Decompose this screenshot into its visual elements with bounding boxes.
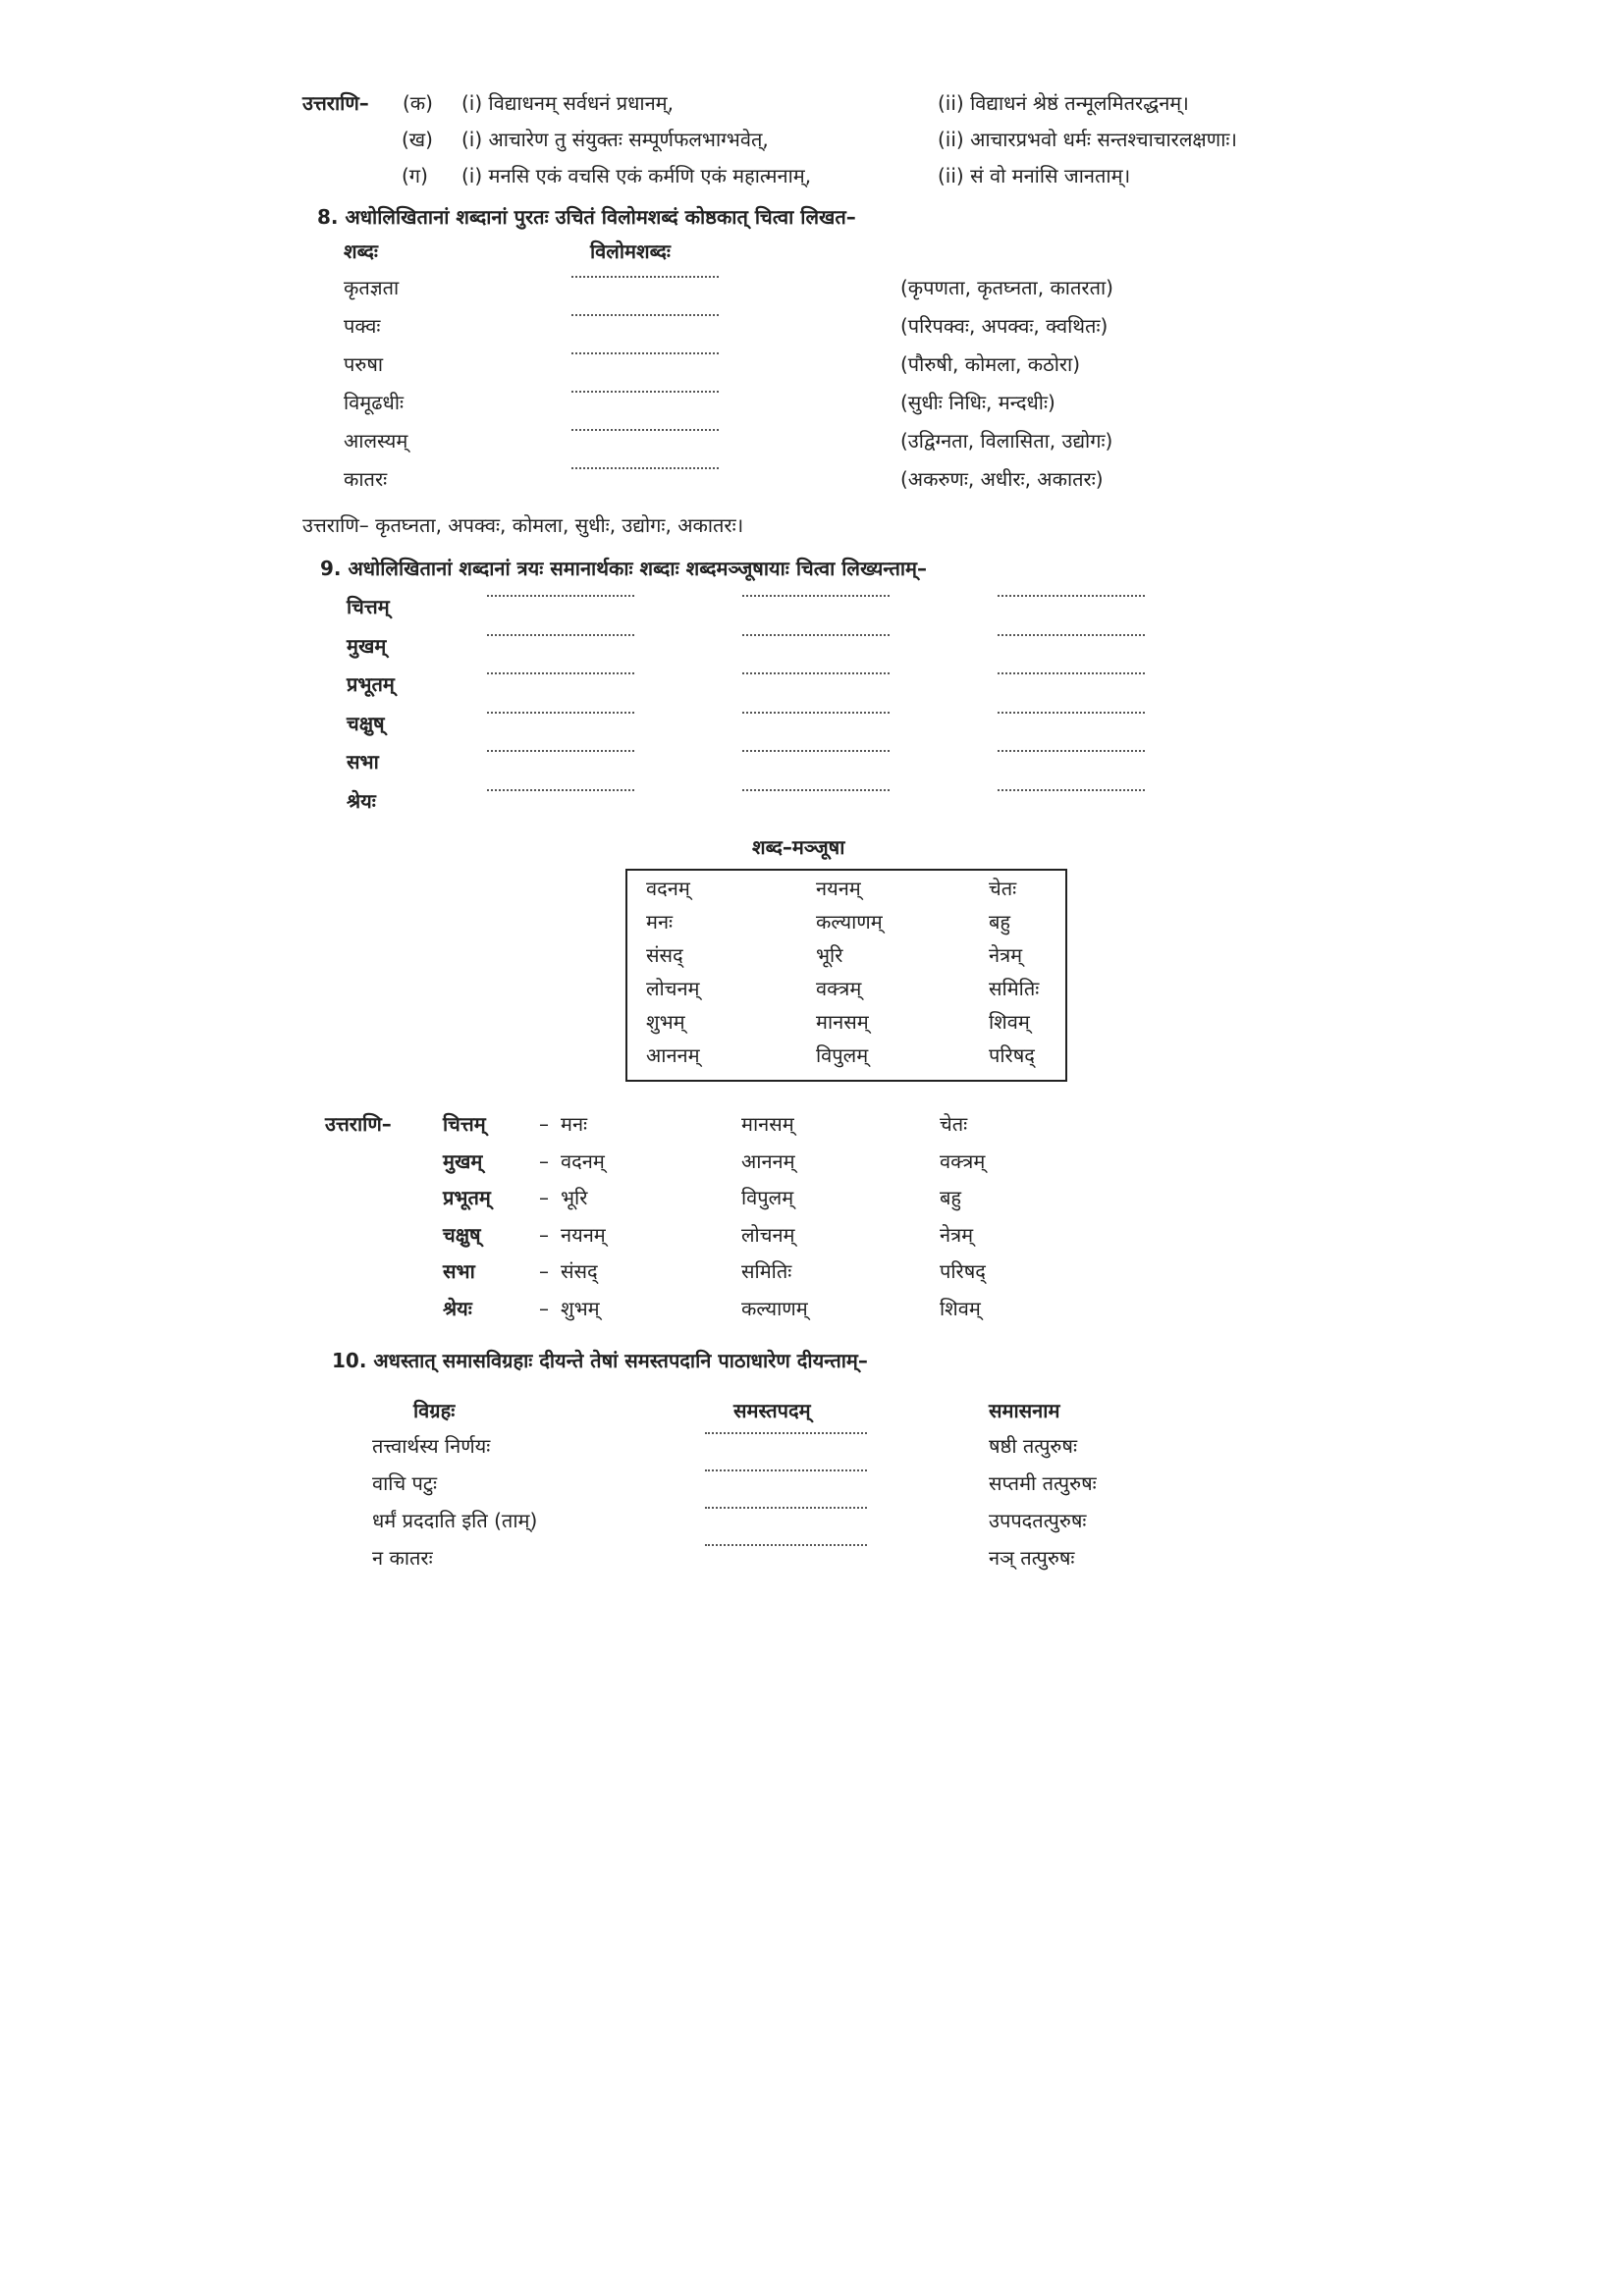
- q10-col-name: समासनाम: [989, 1399, 1060, 1422]
- q9-synonym: लोचनम्: [741, 1222, 795, 1247]
- q9-synonym: बहु: [940, 1186, 962, 1210]
- q10-vigraha: धर्मं प्रददाति इति (ताम्): [372, 1509, 538, 1532]
- q9-answer-blank[interactable]: [742, 595, 890, 597]
- dash: –: [539, 1112, 549, 1136]
- q10-answer-blank[interactable]: [705, 1469, 867, 1471]
- q9-word: प्रभूतम्: [347, 672, 395, 697]
- q8-options: (सुधीः निधिः, मन्दधीः): [900, 391, 1055, 414]
- q9-answer-word: प्रभूतम्: [443, 1186, 491, 1210]
- word-box-item: कल्याणम्: [816, 910, 883, 934]
- q8-col-antonym: विलोमशब्दः: [590, 240, 671, 263]
- q9-answer-blank[interactable]: [487, 634, 634, 636]
- answer-part-i: (i) मनसि एकं वचसि एकं कर्मणि एकं महात्मनाम्,: [461, 164, 812, 187]
- q9-answer-blank[interactable]: [998, 712, 1145, 714]
- q9-synonym: नयनम्: [561, 1222, 606, 1247]
- q9-synonym: कल्याणम्: [741, 1297, 808, 1320]
- word-box-item: शुभम्: [646, 1010, 685, 1034]
- q10-vigraha: तत्त्वार्थस्य निर्णयः: [372, 1434, 491, 1458]
- q9-answer-blank[interactable]: [487, 672, 634, 674]
- answer-part-ii: (ii) आचारप्रभवो धर्मः सन्तश्चाचारलक्षणाः।: [938, 128, 1238, 151]
- dash: –: [539, 1186, 549, 1210]
- q9-synonym: शिवम्: [940, 1297, 981, 1320]
- word-box-item: मानसम्: [816, 1010, 869, 1034]
- q8-options: (पौरुषी, कोमला, कठोरा): [900, 352, 1081, 376]
- q9-synonym: चेतः: [940, 1112, 968, 1136]
- q10-vigraha: न कातरः: [372, 1546, 433, 1570]
- q9-synonym: विपुलम्: [741, 1186, 794, 1210]
- q8-word: आलस्यम्: [344, 429, 408, 453]
- q8-options: (कृपणता, कृतघ्नता, कातरता): [900, 276, 1113, 299]
- q9-answer-blank[interactable]: [742, 789, 890, 791]
- answer-letter: (ग): [402, 164, 428, 187]
- q9-answer-blank[interactable]: [487, 750, 634, 752]
- q9-synonym: मानसम्: [741, 1112, 794, 1136]
- q8-question: 8. अधोलिखितानां शब्दानां पुरतः उचितं विलोमशब्दं कोष्ठकात् चित्वा लिखत–: [317, 205, 856, 229]
- answer-part-i: (i) विद्याधनम् सर्वधनं प्रधानम्,: [461, 91, 674, 115]
- q8-answer-blank[interactable]: [571, 314, 719, 316]
- q9-synonym: परिषद्: [940, 1259, 986, 1284]
- word-box-item: समितिः: [989, 977, 1040, 1000]
- q10-answer-blank[interactable]: [705, 1432, 867, 1434]
- q10-samasa-name: सप्तमी तत्पुरुषः: [989, 1471, 1097, 1495]
- q9-answer-blank[interactable]: [742, 634, 890, 636]
- dash: –: [539, 1259, 549, 1284]
- answer-letter: (क): [403, 91, 433, 115]
- q10-samasa-name: षष्ठी तत्पुरुषः: [989, 1434, 1077, 1458]
- q8-word: कातरः: [344, 467, 388, 491]
- word-box-item: चेतः: [989, 877, 1017, 900]
- word-box-item: आननम्: [646, 1043, 700, 1067]
- q9-answer-word: चक्षुष्: [443, 1222, 481, 1247]
- q8-answer-blank[interactable]: [571, 391, 719, 393]
- q9-word: चित्तम्: [347, 595, 390, 618]
- q8-options: (परिपक्वः, अपक्वः, क्वथितः): [900, 314, 1109, 338]
- q9-answer-label: उत्तराणि–: [325, 1112, 392, 1136]
- q9-answer-blank[interactable]: [487, 712, 634, 714]
- word-box-item: वदनम्: [646, 877, 690, 900]
- q9-synonym: शुभम्: [561, 1297, 600, 1320]
- word-box-item: विपुलम्: [816, 1043, 869, 1067]
- answer-part-ii: (ii) विद्याधनं श्रेष्ठं तन्मूलमितरद्धनम्।: [938, 91, 1189, 115]
- word-box-item: मनः: [646, 910, 674, 934]
- q9-answer-blank[interactable]: [998, 672, 1145, 674]
- word-box-item: भूरि: [816, 943, 843, 967]
- q10-answer-blank[interactable]: [705, 1507, 867, 1509]
- q9-synonym: मनः: [561, 1112, 588, 1136]
- q9-word: सभा: [347, 750, 379, 774]
- q9-answer-blank[interactable]: [742, 750, 890, 752]
- q9-synonym: आननम्: [741, 1148, 795, 1173]
- q9-answer-blank[interactable]: [487, 789, 634, 791]
- q9-answer-word: श्रेयः: [443, 1297, 472, 1320]
- q10-samasa-name: उपपदतत्पुरुषः: [989, 1509, 1087, 1532]
- q10-samasa-name: नञ् तत्पुरुषः: [989, 1546, 1075, 1570]
- answer-part-i: (i) आचारेण तु संयुक्तः सम्पूर्णफलभाग्भवेत्,: [461, 128, 769, 151]
- q8-answer-blank[interactable]: [571, 352, 719, 354]
- q9-answer-blank[interactable]: [998, 634, 1145, 636]
- word-box-item: संसद्: [646, 943, 683, 967]
- q8-col-word: शब्दः: [344, 240, 378, 263]
- word-box-item: वक्त्रम्: [816, 977, 862, 1000]
- q8-answer-blank[interactable]: [571, 467, 719, 469]
- q10-vigraha: वाचि पटुः: [372, 1471, 438, 1495]
- q8-word: कृतज्ञता: [344, 276, 400, 299]
- answer-letter: (ख): [402, 128, 433, 151]
- q8-options: (उद्विग्नता, विलासिता, उद्योगः): [900, 429, 1113, 453]
- q8-answer-blank[interactable]: [571, 276, 719, 278]
- q9-synonym: भूरि: [561, 1186, 588, 1210]
- dash: –: [539, 1297, 549, 1320]
- word-box-title: शब्द–मञ्जूषा: [752, 835, 845, 859]
- q8-word: पक्वः: [344, 314, 381, 338]
- q9-synonym: नेत्रम्: [940, 1222, 974, 1247]
- q10-col-vigraha: विग्रहः: [413, 1399, 456, 1422]
- dash: –: [539, 1148, 549, 1173]
- q8-word: विमूढधीः: [344, 391, 405, 414]
- q8-answer-blank[interactable]: [571, 429, 719, 431]
- q9-answer-blank[interactable]: [742, 672, 890, 674]
- q9-synonym: संसद्: [561, 1259, 598, 1284]
- word-box-item: परिषद्: [989, 1043, 1035, 1067]
- q8-word: परुषा: [344, 352, 384, 376]
- q9-answer-blank[interactable]: [487, 595, 634, 597]
- q9-answer-blank[interactable]: [742, 712, 890, 714]
- q9-question: 9. अधोलिखितानां शब्दानां त्रयः समानार्थकाः शब्दाः शब्दमञ्जूषायाः चित्वा लिख्यन्ताम्–: [320, 557, 927, 580]
- q9-answer-word: सभा: [443, 1259, 475, 1284]
- q9-answer-word: चित्तम्: [443, 1112, 486, 1136]
- word-box-item: बहु: [989, 910, 1011, 934]
- q10-col-samasta: समस्तपदम्: [733, 1399, 811, 1422]
- q9-synonym: समितिः: [741, 1259, 792, 1284]
- word-box-item: शिवम्: [989, 1010, 1030, 1034]
- q8-answer: उत्तराणि– कृतघ्नता, अपक्वः, कोमला, सुधीः, उद्योगः, अकातरः।: [302, 513, 744, 537]
- answer-part-ii: (ii) सं वो मनांसि जानताम्।: [938, 164, 1131, 187]
- q9-word: श्रेयः: [347, 789, 376, 813]
- word-box-item: नेत्रम्: [989, 943, 1023, 967]
- q9-answer-blank[interactable]: [998, 789, 1145, 791]
- q8-options: (अकरुणः, अधीरः, अकातरः): [900, 467, 1104, 491]
- q9-answer-blank[interactable]: [998, 750, 1145, 752]
- dash: –: [539, 1222, 549, 1247]
- word-box-item: लोचनम्: [646, 977, 700, 1000]
- word-box-item: नयनम्: [816, 877, 861, 900]
- q9-synonym: वदनम्: [561, 1148, 605, 1173]
- q9-answer-blank[interactable]: [998, 595, 1145, 597]
- q10-question: 10. अधस्तात् समासविग्रहाः दीयन्ते तेषां समस्तपदानि पाठाधारेण दीयन्ताम्–: [332, 1349, 868, 1372]
- q9-answer-word: मुखम्: [443, 1148, 483, 1173]
- q9-word: चक्षुष्: [347, 711, 385, 735]
- answers7-label: उत्तराणि–: [302, 91, 369, 115]
- q9-word: मुखम्: [347, 633, 387, 658]
- q9-synonym: वक्त्रम्: [940, 1148, 986, 1173]
- q10-answer-blank[interactable]: [705, 1544, 867, 1546]
